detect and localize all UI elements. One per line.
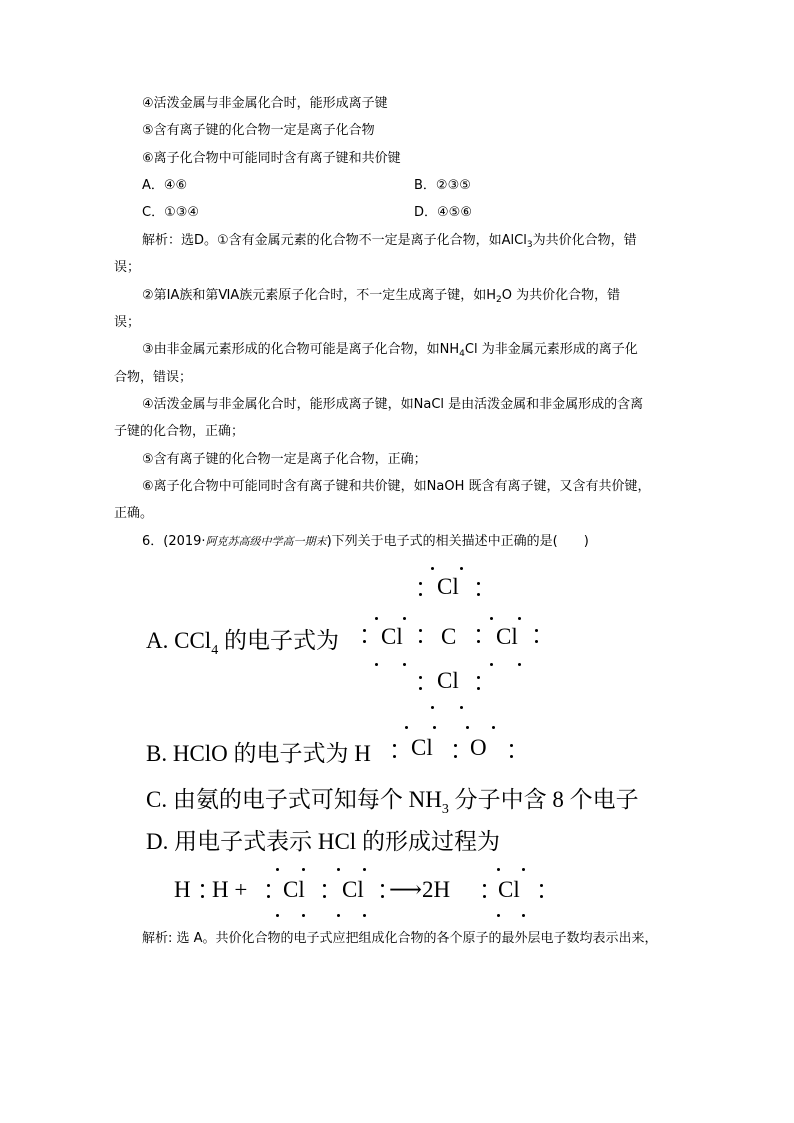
electron-dot — [201, 884, 204, 887]
electron-dot — [302, 868, 305, 871]
electron-dot — [419, 640, 422, 643]
analysis-text: Cl 为非金属元素形成的离子化 — [464, 342, 638, 357]
subscript: 3 — [526, 240, 533, 250]
electron-dot — [201, 895, 204, 898]
electron-dot — [363, 629, 366, 632]
analysis-text: ③由非金属元素形成的化合物可能是离子化合物，如NH — [142, 342, 460, 357]
analysis-line-3-cont: 合物，错误； — [114, 370, 193, 385]
cl-hclo: Cl — [411, 735, 433, 760]
question-source: 阿克苏高级中学高一期末 — [205, 535, 327, 548]
electron-dot — [490, 663, 493, 666]
electron-dot — [276, 914, 279, 917]
subscript: 4 — [459, 349, 465, 359]
electron-dot — [323, 895, 326, 898]
statement-6: ⑥离子化合物中可能同时含有离子键和共价键 — [142, 151, 401, 166]
electron-dot — [477, 676, 480, 679]
subscript: 3 — [441, 802, 449, 817]
electron-dot — [419, 687, 422, 690]
figure-option-b-label: B. HClO 的电子式为 H — [146, 741, 371, 766]
option-c-text: C. 由氨的电子式可知每个 NH — [146, 787, 442, 812]
electron-dot — [454, 755, 457, 758]
electron-dot — [375, 663, 378, 666]
electron-dot — [497, 914, 500, 917]
electron-dot — [337, 914, 340, 917]
question-6-stem — [142, 533, 589, 551]
electron-dot — [323, 884, 326, 887]
analysis-text: 解析：选D。①含有金属元素的化合物不一定是离子化合物，如AlCl — [142, 233, 527, 248]
subscript: 4 — [211, 643, 219, 658]
reaction-arrow: ⟶2H — [389, 877, 451, 902]
electron-dot — [492, 726, 495, 729]
electron-dot — [497, 868, 500, 871]
electron-dot — [540, 884, 543, 887]
electron-dot — [477, 593, 480, 596]
electron-dot — [393, 744, 396, 747]
analysis-line-6: ⑥离子化合物中可能同时含有离子键和共价键，如NaOH 既含有离子键，又含有共价键， — [142, 479, 651, 494]
subscript: 2 — [496, 295, 502, 305]
statement-5: ⑤含有离子键的化合物一定是离子化合物 — [142, 123, 375, 138]
analysis-text: 为共价化合物，错 — [532, 233, 637, 248]
answer-6: 解析: 选 A。共价化合物的电子式应把组成化合物的各个原子的最外层电子数均表示出来， — [142, 931, 658, 946]
h-atom-2: H + — [212, 877, 248, 902]
electron-dot — [466, 726, 469, 729]
electron-dot — [522, 914, 525, 917]
electron-dot — [490, 617, 493, 620]
electron-dot — [483, 884, 486, 887]
option-b: B．②③⑤ — [414, 178, 471, 193]
electron-dot — [381, 895, 384, 898]
cl-bottom: Cl — [437, 668, 459, 693]
option-a-text: 的电子式为 — [218, 628, 339, 653]
electron-dot — [381, 884, 384, 887]
analysis-line-1-cont: 误； — [114, 260, 141, 275]
electron-dot — [477, 687, 480, 690]
electron-dot — [363, 868, 366, 871]
option-c: C．①③④ — [142, 205, 200, 220]
electron-dot — [477, 629, 480, 632]
electron-dot — [540, 895, 543, 898]
electron-dot — [267, 884, 270, 887]
figure-option-c-label — [146, 781, 639, 818]
question-stem: )下列关于电子式的相关描述中正确的是( ) — [326, 534, 589, 549]
electron-dot — [535, 629, 538, 632]
electron-dot — [419, 676, 422, 679]
electron-dot — [375, 617, 378, 620]
electron-dot — [522, 868, 525, 871]
electron-dot — [483, 895, 486, 898]
electron-dot — [518, 663, 521, 666]
h-atom-1: H — [174, 877, 191, 902]
analysis-line-2-cont: 误； — [114, 315, 141, 330]
option-d: D．④⑤⑥ — [414, 205, 472, 220]
figure-option-d-label: D. 用电子式表示 HCl 的形成过程为 — [146, 829, 500, 854]
c-center: C — [441, 624, 457, 649]
analysis-line-3 — [142, 341, 638, 363]
electron-dot — [363, 640, 366, 643]
electron-dot — [393, 755, 396, 758]
electron-dot — [302, 914, 305, 917]
analysis-line-4: ④活泼金属与非金属化合时，能形成离子键，如NaCl 是由活泼金属和非金属形成的含离 — [142, 397, 644, 412]
electron-dot — [276, 868, 279, 871]
electron-dot — [510, 755, 513, 758]
electron-dot — [518, 617, 521, 620]
electron-dot — [419, 582, 422, 585]
analysis-text: O 为共价化合物，错 — [501, 288, 621, 303]
cl-atom-1: Cl — [283, 877, 305, 902]
electron-dot — [431, 706, 434, 709]
cl-product: Cl — [498, 877, 520, 902]
cl-top: Cl — [437, 574, 459, 599]
analysis-line-1 — [142, 232, 637, 254]
electron-dot — [477, 582, 480, 585]
statement-4: ④活泼金属与非金属化合时，能形成离子键 — [142, 96, 388, 111]
cl-right: Cl — [496, 624, 518, 649]
electron-dot — [454, 744, 457, 747]
figure-option-a-label — [146, 622, 339, 659]
cl-atom-2: Cl — [342, 877, 364, 902]
electron-dot — [405, 726, 408, 729]
electron-dot — [477, 640, 480, 643]
option-a: A．④⑥ — [142, 178, 188, 193]
electron-dot — [510, 744, 513, 747]
electron-dot — [403, 663, 406, 666]
electron-dot — [460, 706, 463, 709]
electron-dot — [267, 895, 270, 898]
electron-dot — [403, 617, 406, 620]
analysis-line-6-cont: 正确。 — [114, 506, 154, 521]
electron-dot — [460, 567, 463, 570]
analysis-line-4-cont: 子键的化合物，正确； — [114, 424, 245, 439]
question-number: 6．(2019· — [142, 534, 206, 549]
electron-dot — [419, 593, 422, 596]
o-hclo: O — [470, 735, 487, 760]
analysis-line-2 — [142, 287, 620, 309]
electron-dot — [419, 629, 422, 632]
option-c-text: 分子中含 8 个电子 — [448, 787, 639, 812]
electron-dot — [431, 567, 434, 570]
cl-left: Cl — [381, 624, 403, 649]
option-a-formula: A. CCl — [146, 628, 212, 653]
electron-dot — [433, 726, 436, 729]
analysis-text: ②第ⅠA族和第ⅥA族元素原子化合时，不一定生成离子键，如H — [142, 288, 497, 303]
electron-dot — [337, 868, 340, 871]
analysis-line-5: ⑤含有离子键的化合物一定是离子化合物，正确； — [142, 452, 427, 467]
electron-dot — [535, 640, 538, 643]
electron-dot — [363, 914, 366, 917]
